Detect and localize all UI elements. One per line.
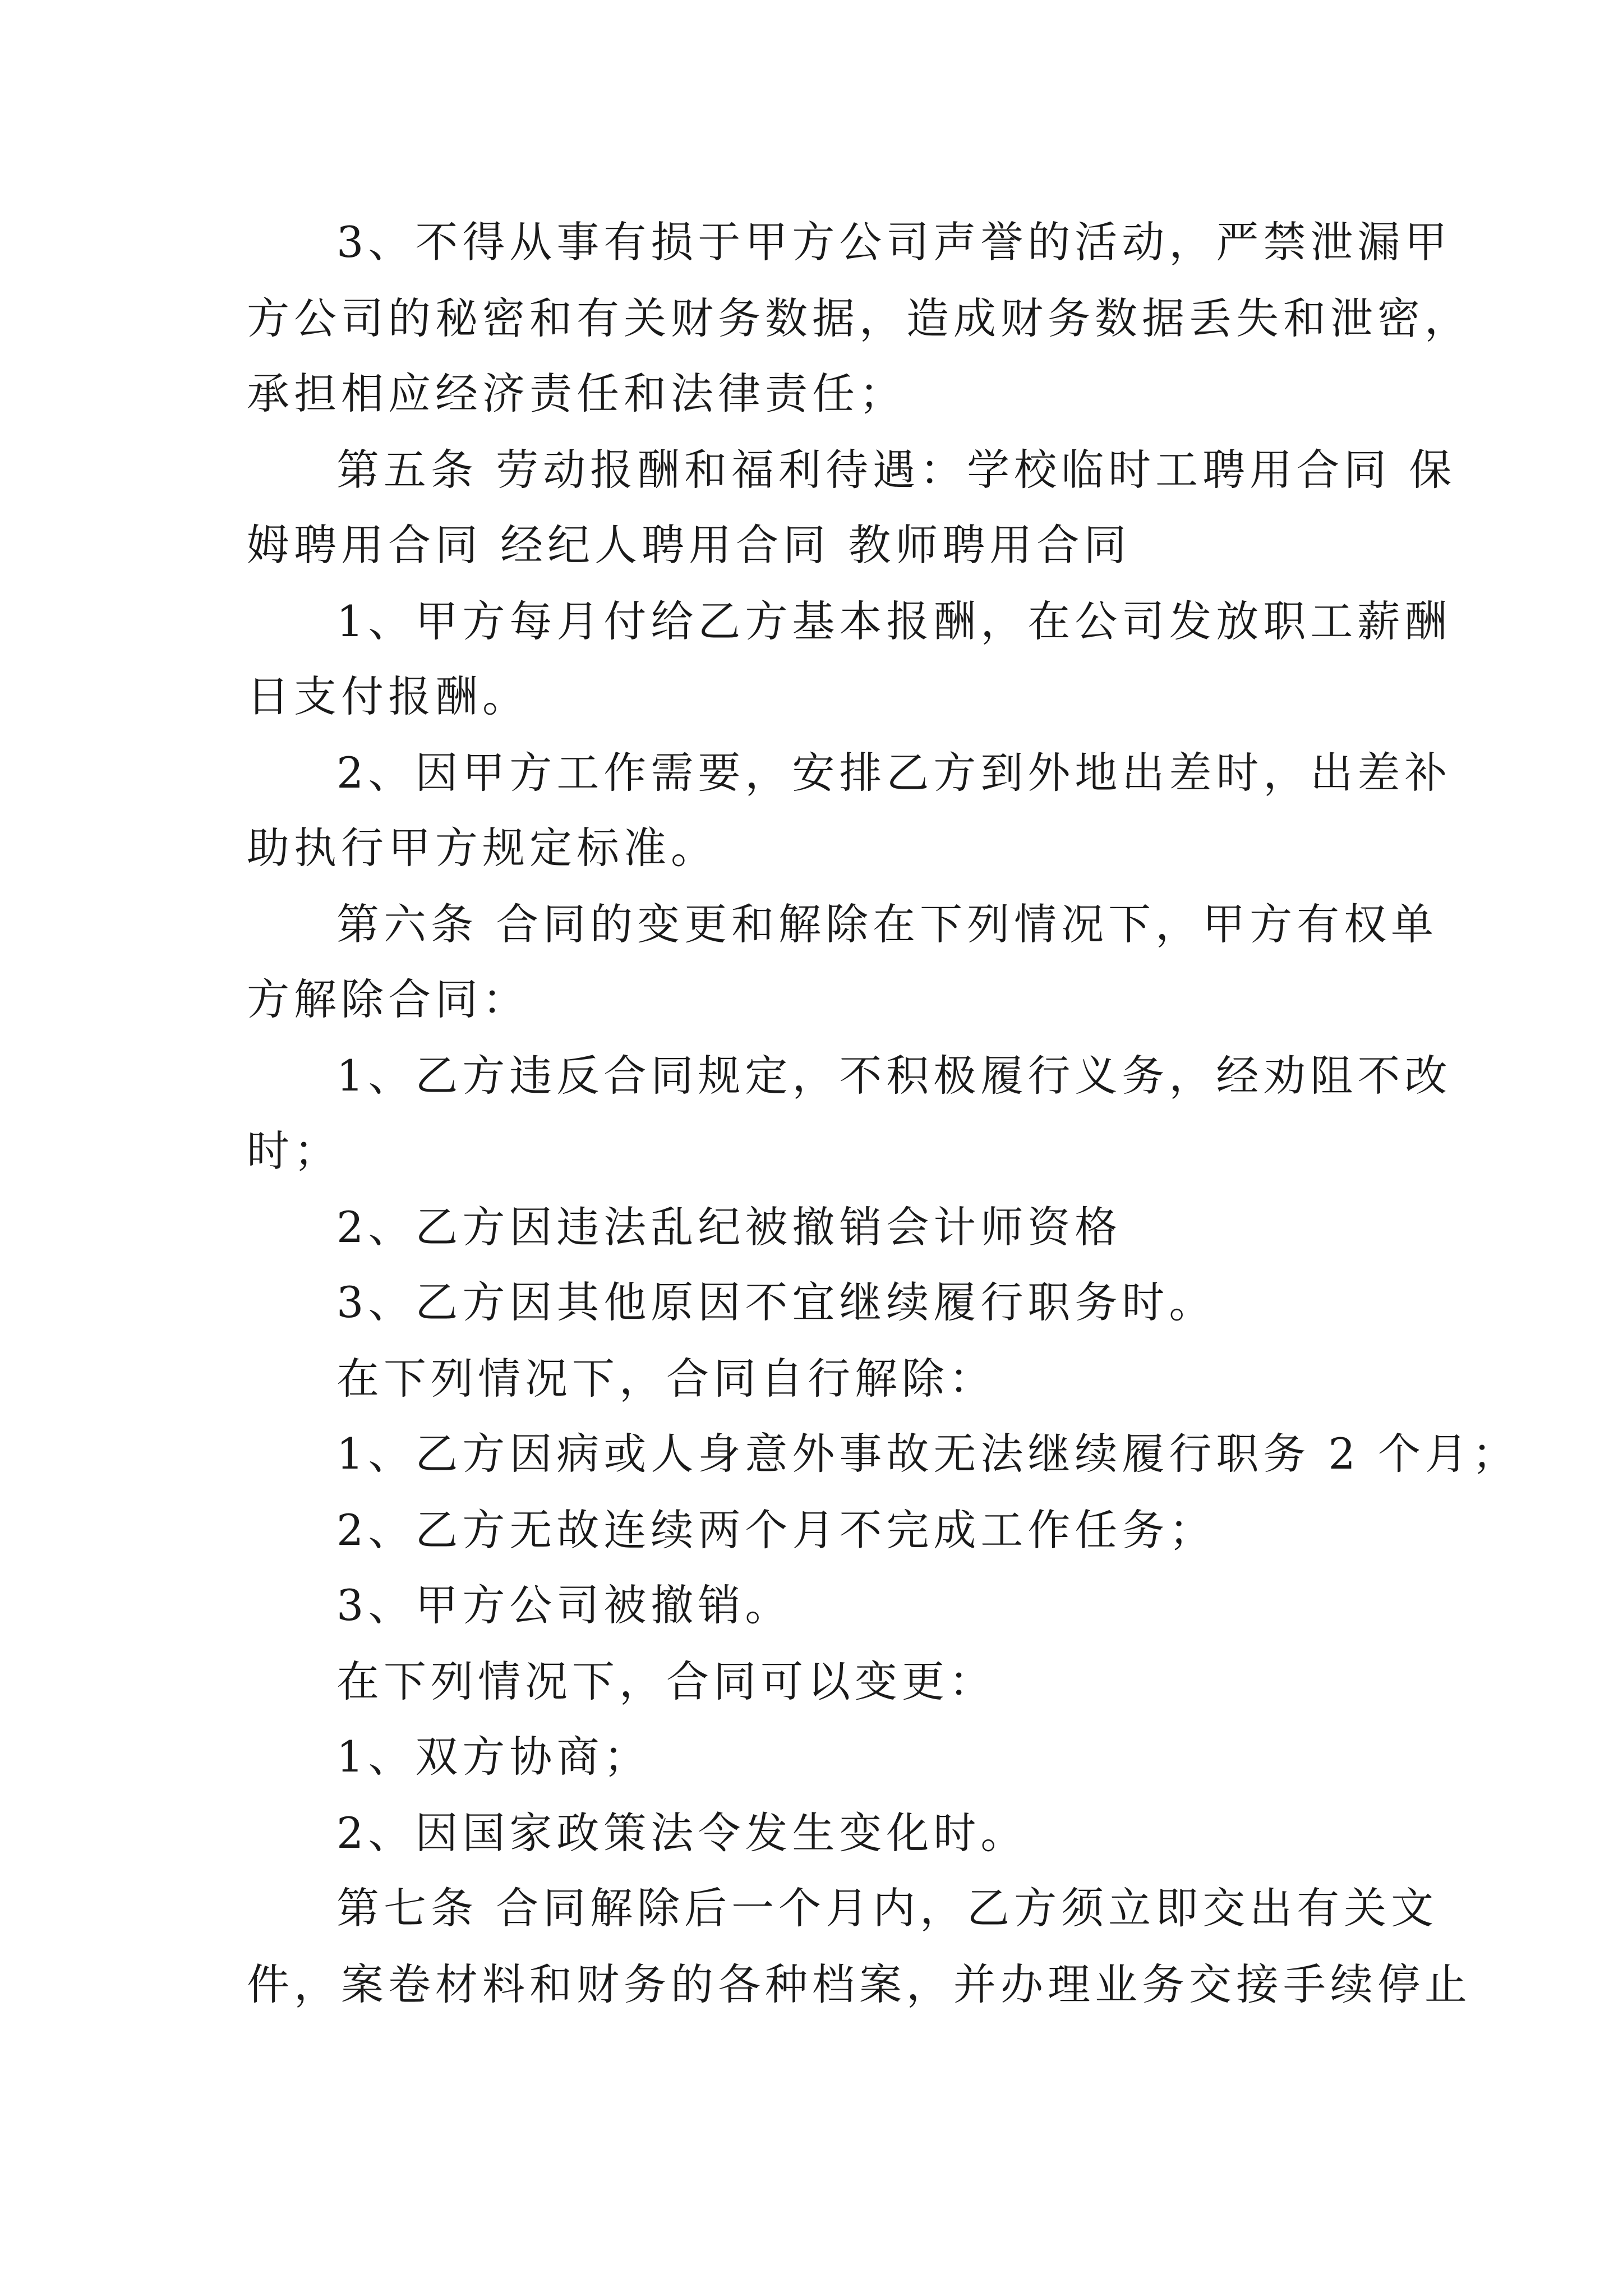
text-line: 在下列情况下，合同自行解除： bbox=[336, 1354, 996, 1404]
text-line: 件，案卷材料和财务的各种档案，并办理业务交接手续停止 bbox=[247, 1959, 1472, 2009]
text-line: 3、不得从事有损于甲方公司声誉的活动，严禁泄漏甲 bbox=[336, 217, 1452, 267]
text-line: 方公司的秘密和有关财务数据，造成财务数据丢失和泄密， bbox=[247, 293, 1472, 343]
text-line: 1、甲方每月付给乙方基本报酬，在公司发放职工薪酬 bbox=[336, 596, 1452, 646]
text-line: 1、乙方违反合同规定，不积极履行义务，经劝阻不改 bbox=[336, 1051, 1452, 1101]
text-line: 第五条 劳动报酬和福利待遇：学校临时工聘用合同 保 bbox=[336, 445, 1456, 495]
text-line: 助执行甲方规定标准。 bbox=[247, 823, 718, 873]
text-line: 1、乙方因病或人身意外事故无法继续履行职务 2 个月； bbox=[336, 1429, 1520, 1479]
text-line: 2、乙方因违法乱纪被撤销会计师资格 bbox=[336, 1202, 1122, 1252]
text-line: 时； bbox=[247, 1126, 341, 1176]
text-line: 3、乙方因其他原因不宜继续履行职务时。 bbox=[336, 1277, 1216, 1327]
text-line: 方解除合同： bbox=[247, 974, 529, 1024]
text-line: 在下列情况下，合同可以变更： bbox=[336, 1657, 996, 1706]
text-line: 第七条 合同解除后一个月内，乙方须立即交出有关文 bbox=[336, 1883, 1438, 1933]
text-line: 2、乙方无故连续两个月不完成工作任务； bbox=[336, 1505, 1216, 1555]
text-line: 第六条 合同的变更和解除在下列情况下，甲方有权单 bbox=[336, 899, 1438, 949]
text-line: 2、因国家政策法令发生变化时。 bbox=[336, 1808, 1028, 1858]
text-line: 日支付报酬。 bbox=[247, 671, 529, 721]
text-line: 承担相应经济责任和法律责任； bbox=[247, 369, 906, 418]
text-line: 姆聘用合同 经纪人聘用合同 教师聘用合同 bbox=[247, 520, 1131, 570]
text-line: 1、双方协商； bbox=[336, 1732, 651, 1782]
text-line: 3、甲方公司被撤销。 bbox=[336, 1580, 792, 1630]
text-line: 2、因甲方工作需要，安排乙方到外地出差时，出差补 bbox=[336, 748, 1452, 798]
